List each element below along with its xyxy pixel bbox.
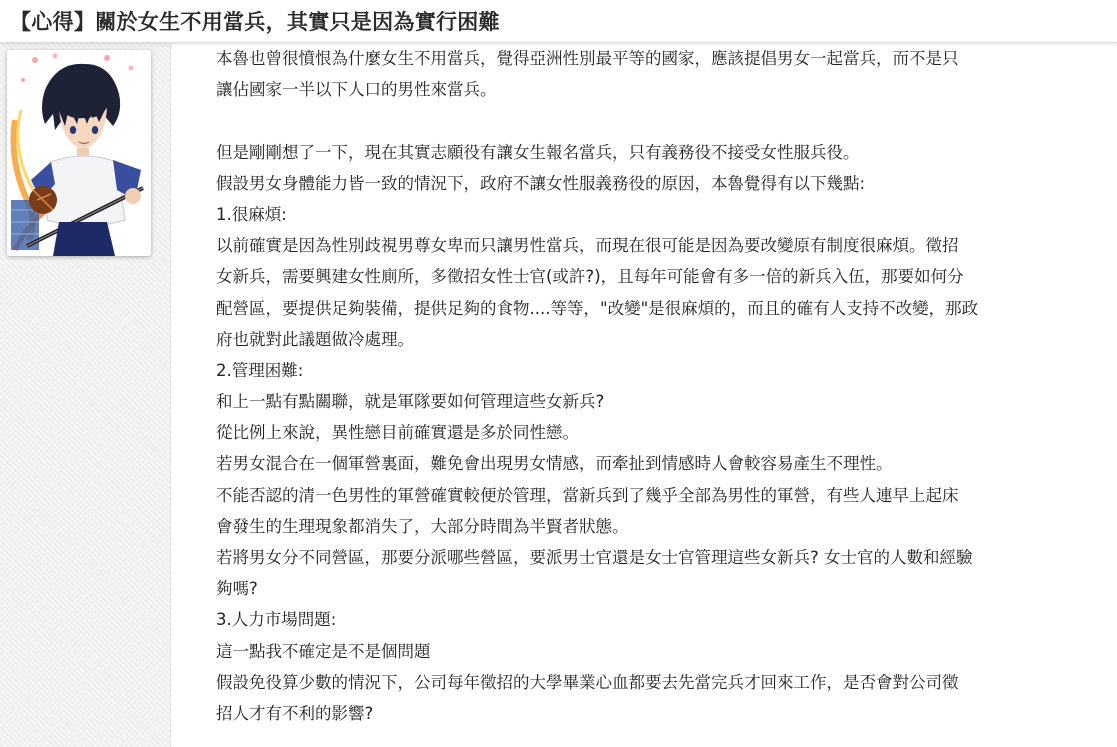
post-heading-1: 1.很麻煩: [216, 204, 287, 224]
post-line: 配營區，要提供足夠裝備，提供足夠的食物....等等，"改變"是很麻煩的，而且的確有人支持不改變，那政 [216, 298, 979, 318]
post-line-blank [216, 105, 1096, 136]
post-line: 夠嗎? [216, 579, 258, 599]
post-line: 假設免役算少數的情況下，公司每年徵招的大學畢業心血都要去先當完兵才回來工作，是否會對公司徵 [216, 672, 959, 692]
post-line: 但是剛剛想了一下，現在其實志願役有讓女生報名當兵，只有義務役不接受女性服兵役。 [216, 142, 860, 162]
post-heading-3: 3.人力市場問題: [216, 610, 337, 630]
post-line: 女新兵，需要興建女性廁所，多徵招女性士官(或許?)，且每年可能會有多一倍的新兵入伍，那要如何分 [216, 267, 964, 287]
post-line: 府也就對此議題做冷處理。 [216, 329, 414, 349]
post-title: 【心得】關於女生不用當兵，其實只是因為實行困難 [10, 10, 500, 34]
post-line: 本魯也曾很憤恨為什麼女生不用當兵，覺得亞洲性別最平等的國家，應該提倡男女一起當兵，而不是只 [216, 49, 959, 68]
author-sidebar [0, 43, 171, 747]
post-line: 招人才有不利的影響? [216, 703, 374, 723]
post-line: 會發生的生理現象都消失了，大部分時間為半賢者狀態。 [216, 516, 629, 536]
post-line: 讓佔國家一半以下人口的男性來當兵。 [216, 80, 497, 100]
post-content [216, 43, 1096, 729]
post-heading-2: 2.管理困難: [216, 360, 304, 380]
post-line: 以前確實是因為性別歧視男尊女卑而只讓男性當兵，而現在很可能是因為要改變原有制度很麻煩。徵招 [216, 236, 959, 256]
anime-avatar-icon [7, 50, 151, 256]
post-line: 和上一點有點關聯，就是軍隊要如何管理這些女新兵? [216, 392, 605, 412]
post-line: 不能否認的清一色男性的軍營確實較便於管理，當新兵到了幾乎全部為男性的軍營，有些人連早上起床 [216, 485, 959, 505]
post-line: 假設男女身體能力皆一致的情況下，政府不讓女性服義務役的原因，本魯覺得有以下幾點: [216, 173, 866, 193]
post-line: 若將男女分不同營區，那要分派哪些營區，要派男士官還是女士官管理這些女新兵? 女士官的人數和經驗 [216, 548, 973, 567]
post-line: 從比例上來說，異性戀目前確實還是多於同性戀。 [216, 423, 579, 443]
post-line: 若男女混合在一個軍營裏面，難免會出現男女情感，而牽扯到情感時人會較容易產生不理性。 [216, 454, 893, 474]
post-line: 這一點我不確定是不是個問題 [216, 641, 431, 661]
avatar[interactable] [7, 50, 151, 256]
title-bar [0, 0, 1117, 43]
